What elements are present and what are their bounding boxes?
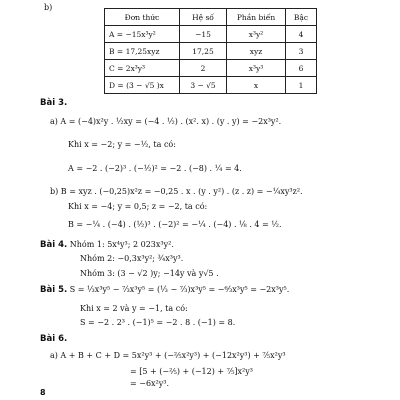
table-row	[105, 43, 317, 60]
monomial-table	[104, 8, 317, 94]
table-cell: x	[227, 77, 286, 94]
table-header-row	[105, 9, 317, 26]
table-header: Phần biến	[227, 9, 286, 26]
table-cell: 1	[286, 77, 317, 94]
part-b-label: b)	[44, 3, 53, 12]
math-line: Khi x = 2 và y = −1, ta có:	[80, 304, 188, 313]
math-line: Khi x = −2; y = −½, ta có:	[68, 140, 176, 149]
math-line: a) A + B + C + D = 5x²y³ + (−⅖x²y³) + (−12x²y³) + ⁷⁄₅x²y³	[50, 351, 286, 360]
table-cell: x³y³	[227, 60, 286, 77]
page-number: 8	[40, 388, 46, 397]
table-cell: 3 − √5	[180, 77, 227, 94]
exercise-4-heading: Bài 4.	[40, 240, 68, 250]
math-line: a) A = (−4)x²y . ½xy = (−4 . ½) . (x². x) . (y . y) = −2x³y².	[50, 117, 282, 126]
table-cell: 3	[286, 43, 317, 60]
math-line: S = ⅓x³y⁵ − ⁷⁄₃x³y⁵ = (⅓ − ⁷⁄₃)x³y⁵ = −⁶⁄₃x³y⁵ = −2x³y⁵.	[67, 285, 290, 294]
table-cell: D = (3 − √5 )x	[105, 77, 180, 94]
exercise-5-line	[40, 285, 289, 295]
math-line: Nhóm 1: 5x⁴y³; 2 023x³y².	[67, 240, 174, 249]
math-line: = −6x²y³.	[130, 379, 170, 388]
table-header: Hệ số	[180, 9, 227, 26]
exercise-5-heading: Bài 5.	[40, 285, 68, 295]
table-cell: xyz	[227, 43, 286, 60]
exercise-3-heading: Bài 3.	[40, 98, 68, 108]
exercise-4-line	[40, 240, 174, 250]
math-line: = [5 + (−⅖) + (−12) + ⁷⁄₅]x²y³	[130, 367, 253, 376]
table-cell: −15	[180, 26, 227, 43]
math-line: b) B = xyz . (−0,25)x²z = −0,25 . x . (y . y²) . (z . z) = −¼xy³z².	[50, 187, 303, 196]
math-line: Nhóm 2: −0,3x³y²; ¾x³y³.	[80, 254, 184, 263]
math-line: A = −2 . (−2)³ . (−½)² = −2 . (−8) . ¼ = 4.	[68, 164, 242, 173]
table-cell: 4	[286, 26, 317, 43]
table-header: Bậc	[286, 9, 317, 26]
exercise-6-heading: Bài 6.	[40, 334, 68, 344]
math-line: B = −¼ . (−4) . (½)³ . (−2)² = −¼ . (−4) . ⅛ . 4 = ½.	[68, 220, 282, 229]
table-cell: A = −15x³y²	[105, 26, 180, 43]
math-line: Nhóm 3: (3 − √2 )y; −14y và y√5 .	[80, 269, 219, 278]
table-cell: 17,25	[180, 43, 227, 60]
table-row	[105, 26, 317, 43]
table-cell: B = 17,25xyz	[105, 43, 180, 60]
table-row	[105, 77, 317, 94]
table-cell: x³y²	[227, 26, 286, 43]
table-cell: 2	[180, 60, 227, 77]
table-cell: C = 2x³y³	[105, 60, 180, 77]
table-row	[105, 60, 317, 77]
table-header: Đơn thức	[105, 9, 180, 26]
math-line: Khi x = −4; y = 0,5; z = −2, ta có:	[68, 202, 208, 211]
table-cell: 6	[286, 60, 317, 77]
math-line: S = −2 . 2³ . (−1)⁵ = −2 . 8 . (−1) = 8.	[80, 318, 236, 327]
